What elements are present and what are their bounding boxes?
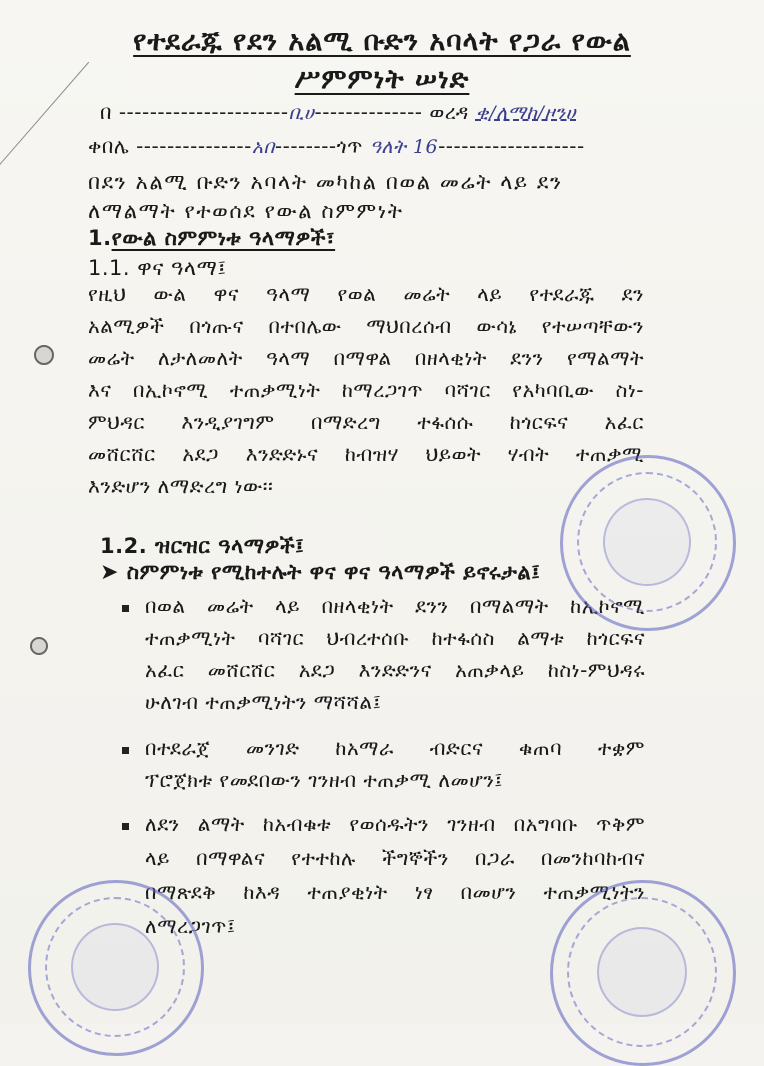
section-1-1-line: ምህዳር እንዲያገግም በማድረግ ተፋሰሱ ከጎርፍና አፈር	[88, 410, 644, 434]
official-seal-bottom-left	[28, 880, 204, 1056]
section-1-1-heading: 1.1. ዋና ዓላማ፤	[88, 256, 227, 280]
field-row-location: በ ----------------------ቢሀ-------------- ወረዳ ቂ/ለማከ/ዞንሀ	[100, 100, 577, 124]
bullet-line: ላይ በማዋልና የተተከሉ ችግኞችን በጋራ በመንከባከብና	[145, 846, 645, 870]
punch-hole-bottom	[30, 637, 48, 655]
section-1-heading: 1.የውል ስምምነቱ ዓላማዎች፣	[88, 226, 336, 250]
square-bullet-icon	[122, 823, 129, 830]
bullet-line: አፈር መሸርሸር አደጋ እንድድንና አጠቃላይ ከስነ-ምህዳሩ	[145, 658, 645, 682]
bullet-line: በወል መሬት ላይ በዘላቂነት ደንን በማልማት ከኢኮኖሚ	[145, 594, 645, 618]
bullet-line: ሁለገብ ተጠቃሚነትን ማሻሻል፤	[145, 690, 382, 714]
ba-label: በ	[100, 100, 112, 124]
bullet-line: ተጠቃሚነት ባሻገር ህብረተሰቡ ከተፋሰስ ልማቱ ከጎርፍና	[145, 626, 645, 650]
ba-fill-line: ----------------------	[118, 100, 289, 124]
section-1-1-line: እንድሆን ለማድረግ ነው፡፡	[88, 474, 274, 498]
bullet-line: ለደን ልማት ከአብቁቱ የወሰዱትን ገንዘብ በአግባቡ ጥቅም	[145, 812, 645, 836]
woreda-value: ቂ/ለማከ/ዞንሀ	[475, 102, 577, 124]
woreda-label: ወረዳ	[429, 100, 469, 124]
ba-value: ቢሀ	[288, 102, 315, 124]
intro-line-2: ለማልማት የተወሰደ የውል ስምምነት	[88, 199, 404, 223]
number-label: ጎጥ	[336, 134, 363, 158]
bullet-line: በማጽደቅ ከእዳ ተጠያቂነት ነፃ በመሆን ተጠቃሚነትን	[145, 880, 645, 904]
section-1-2-heading: 1.2. ዝርዝር ዓላማዎች፤	[100, 534, 305, 558]
official-seal-bottom-right	[550, 880, 736, 1066]
section-1-1-line: አልሚዎች በጎጡና በተበሌው ማህበረሰብ ውሳኔ የተሠጣቸውን	[88, 314, 644, 338]
document-title-line2: ሥምምነት ሠነድ	[294, 64, 470, 95]
section-1-1-line: እና በኢኮኖሚ ተጠቃሚነት ከማረጋገጥ ባሻገር የአካባቢው ስነ-	[88, 378, 644, 402]
kebele-label: ቀበሌ	[88, 134, 130, 158]
field-row-kebele: ቀበሌ ---------------አበ--------ጎጥ ዓለት 16-------------------	[88, 134, 585, 158]
arrow-bullet-icon: ➤	[100, 560, 119, 585]
section-1-1-line: መሸርሸር አደጋ እንድድኑና ከብዝሃ ህይወት ሃብት ተጠቃሚ	[88, 442, 644, 466]
bullet-line: ለማረጋገጥ፤	[145, 914, 236, 938]
kebele-value: አበ	[251, 136, 275, 158]
section-1-1-line: የዚህ ውል ዋና ዓላማ የወል መሬት ላይ የተደራጁ ደን	[88, 282, 644, 306]
intro-line-1: በደን አልሚ ቡድን አባላት መካከል በወል መሬት ላይ ደን	[88, 170, 563, 194]
punch-hole-top	[34, 345, 54, 365]
official-seal-right-middle	[560, 455, 736, 631]
document-title-line1: የተደራጁ የደን አልሚ ቡድን አባላት የጋራ የውል	[133, 26, 631, 57]
number-value: ዓለት 16	[369, 136, 439, 158]
square-bullet-icon	[122, 605, 129, 612]
bullet-line: ፕሮጀክቱ የመደበውን ገንዘብ ተጠቃሚ ለመሆን፤	[145, 768, 504, 792]
arrow-item: ➤ ስምምነቱ የሚከተሉት ዋና ዋና ዓላማዎች ይኖሩታል፤	[100, 560, 541, 585]
bullet-line: በተደራጀ መንገድ ከአማራ ብድርና ቁጠባ ተቋም	[145, 736, 645, 760]
section-1-1-line: መሬት ለታለመለት ዓላማ በማዋል በዘላቂነት ደንን የማልማት	[88, 346, 644, 370]
square-bullet-icon	[122, 747, 129, 754]
